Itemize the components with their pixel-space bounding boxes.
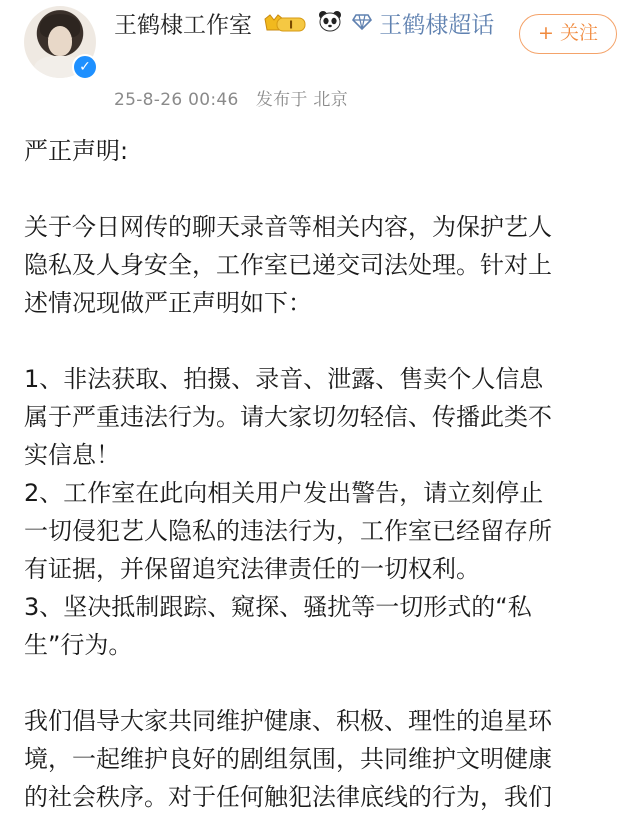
supertopic-link[interactable]: 王鹤棣超话 [379,12,495,39]
post-line: 境，一起维护良好的剧组氛围，共同维护文明健康 [24,745,552,773]
post-line: 生”行为。 [24,631,133,659]
post-blank-line [24,170,624,208]
name-line [114,12,514,40]
post-meta [114,85,348,110]
diamond-icon[interactable] [352,11,372,37]
post-line: 的社会秩序。对于任何触犯法律底线的行为，我们 [24,783,552,811]
post-line: 我们倡导大家共同维护健康、积极、理性的追星环 [24,707,552,735]
level-badge-text: I [289,18,294,32]
post-line: 关于今日网传的聊天录音等相关内容，为保护艺人 [24,213,552,241]
post-body [24,132,624,816]
post-line: 严正声明: [24,137,129,165]
post-blank-line [24,664,624,702]
post-line: 2、工作室在此向相关用户发出警告，请立刻停止 [24,479,544,507]
follow-button[interactable]: + 关注 [519,14,617,54]
post-line: 实信息！ [24,441,120,469]
post-header [0,0,640,110]
account-name[interactable]: 王鹤棣工作室 [114,12,252,39]
post-timestamp: 25-8-26 00:46 [114,90,239,110]
post-line: 述情况现做严正声明如下： [24,289,312,317]
post-line: 隐私及人身安全，工作室已递交司法处理。针对上 [24,251,552,279]
crown-level-badge-icon[interactable] [263,13,307,35]
post-blank-line [24,322,624,360]
post-line: 一切侵犯艺人隐私的违法行为，工作室已经留存所 [24,517,552,545]
post-line: 属于严重违法行为。请大家切勿轻信、传播此类不 [24,403,552,431]
post-line: 3、坚决抵制跟踪、窥探、骚扰等一切形式的“私 [24,593,532,621]
avatar-face [48,26,72,56]
post-line: 有证据，并保留追究法律责任的一切权利。 [24,555,480,583]
post-line: 1、非法获取、拍摄、录音、泄露、售卖个人信息 [24,365,544,393]
post-location: 发布于 北京 [255,90,349,110]
panda-icon[interactable] [317,10,343,38]
verified-icon: ✓ [72,54,98,80]
